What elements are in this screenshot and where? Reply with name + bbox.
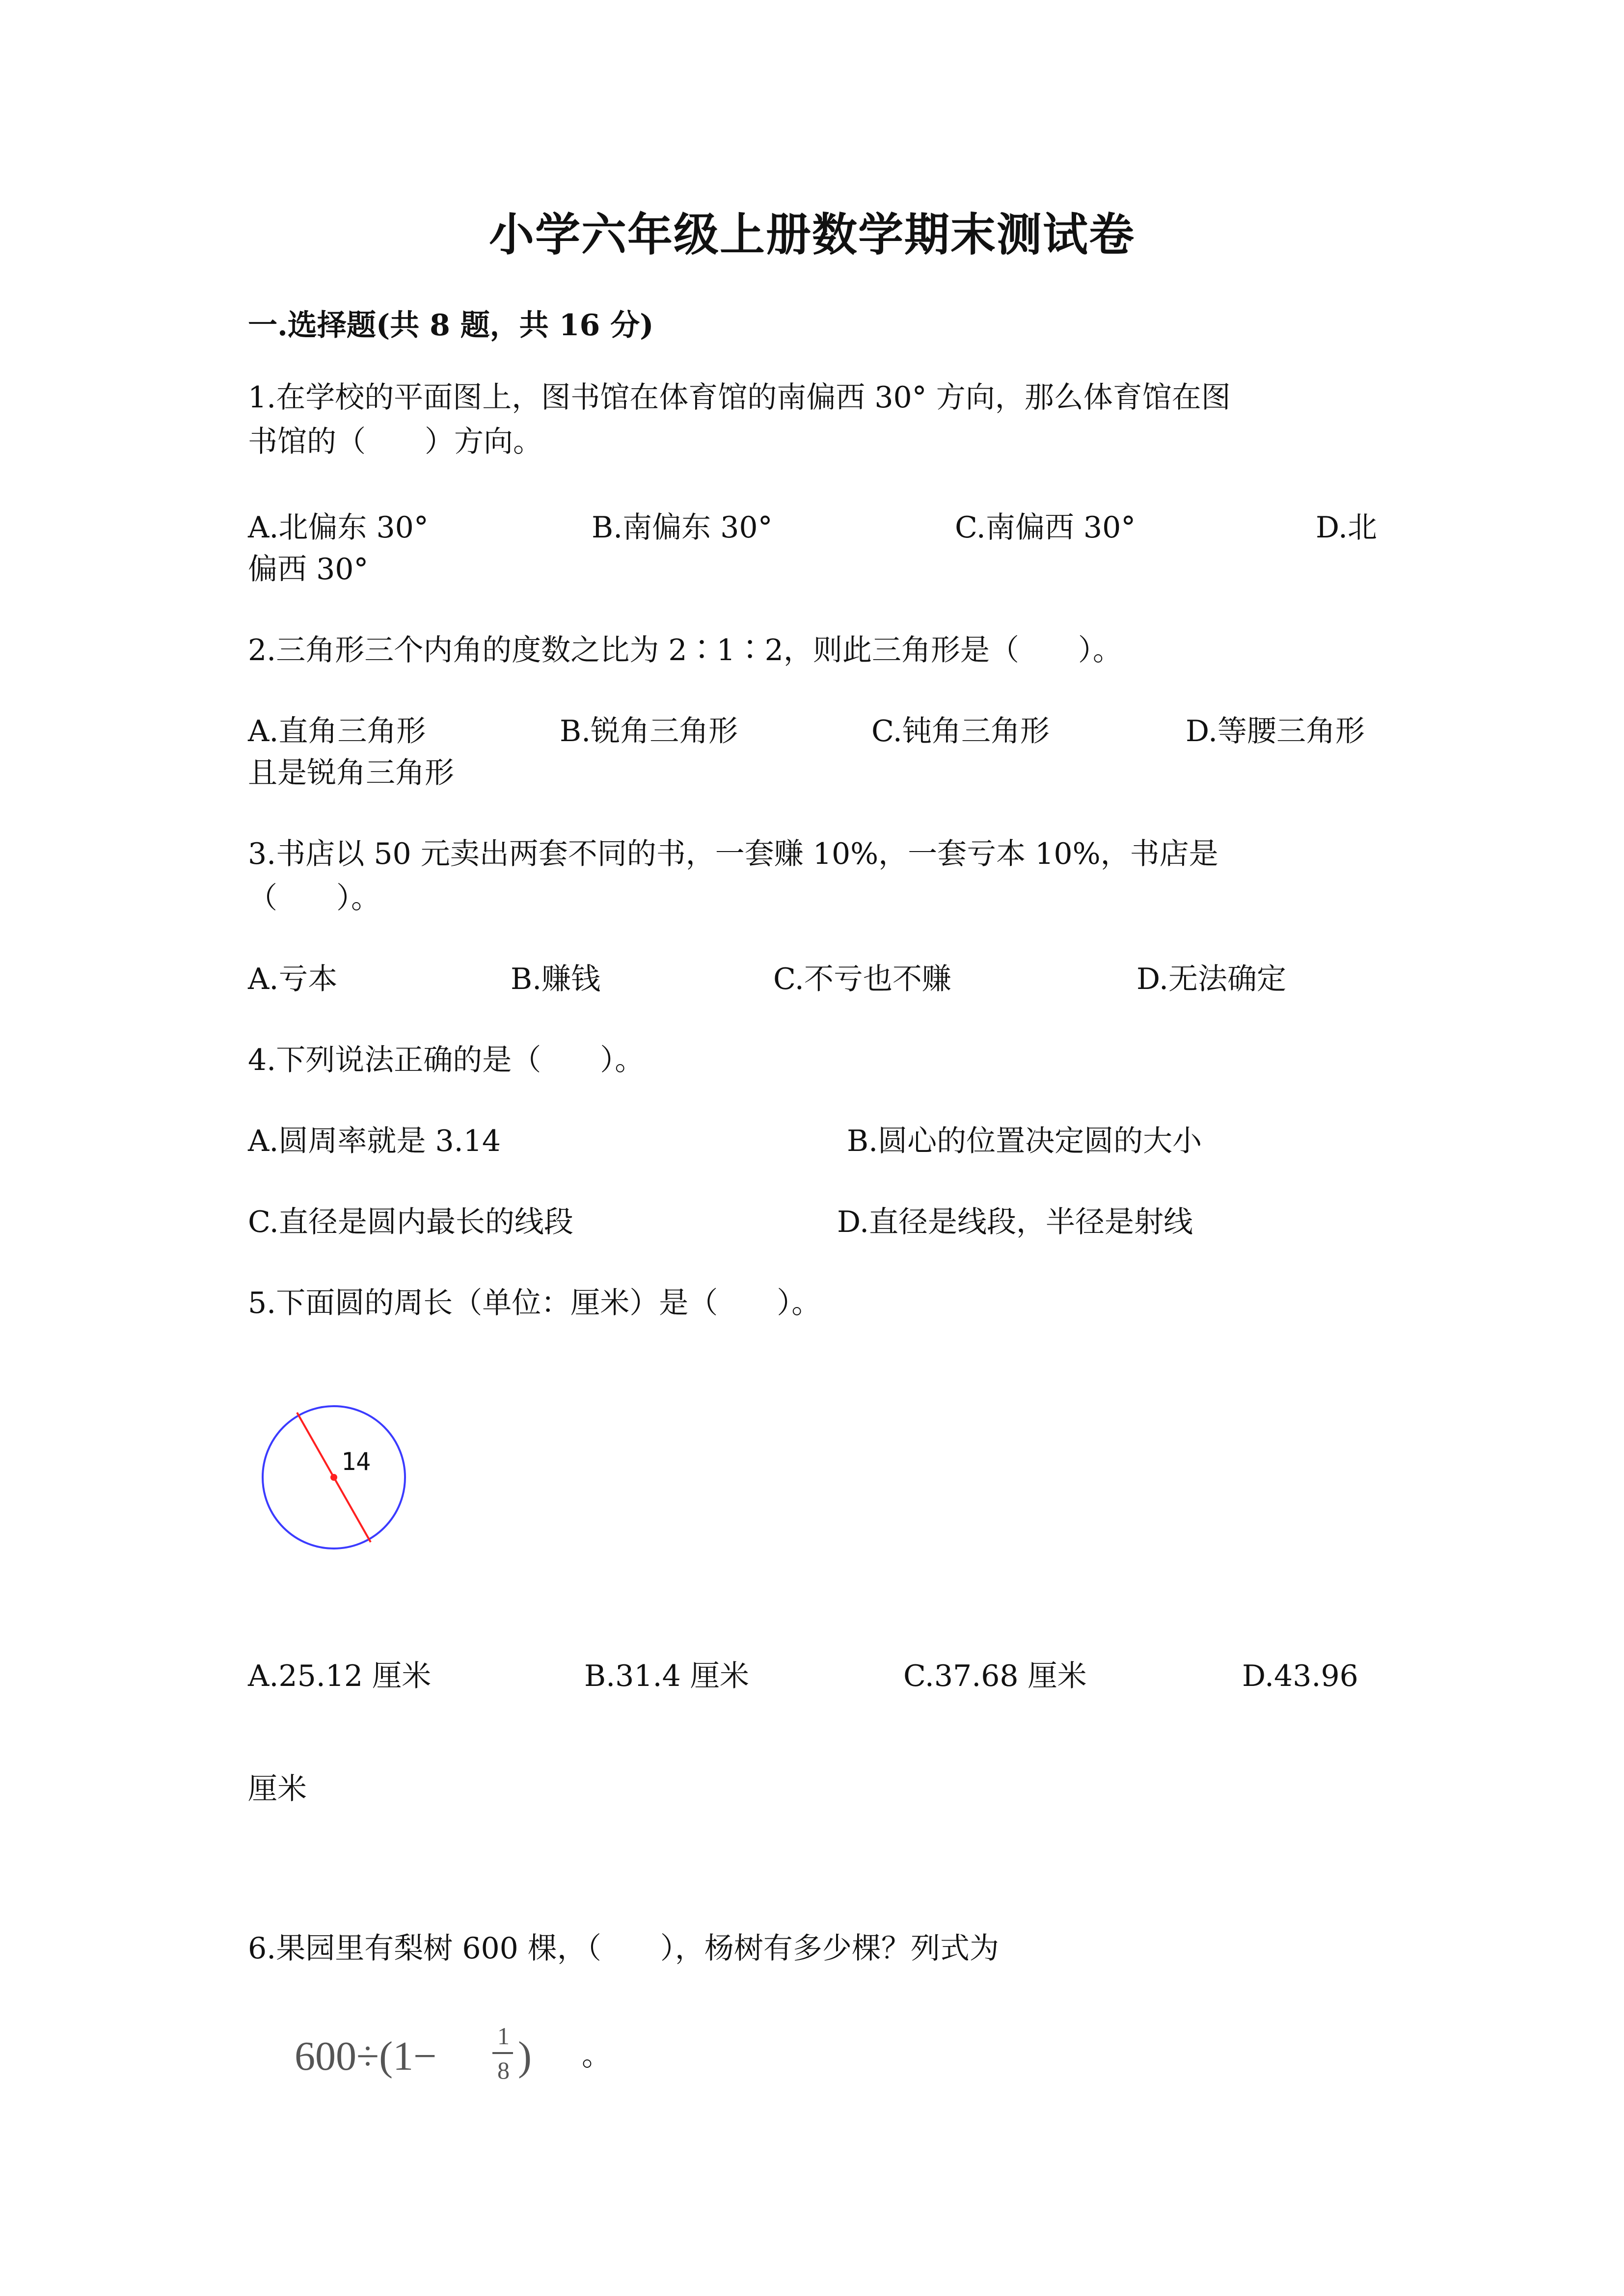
q5-stem: 5.下面圆的周长（单位：厘米）是（ ）。 — [248, 1286, 821, 1320]
q1-option-c[interactable]: C.南偏西 30° — [955, 510, 1136, 545]
q5-option-d[interactable]: D.43.96 — [1242, 1659, 1358, 1693]
q3-option-c[interactable]: C.不亏也不赚 — [773, 962, 951, 996]
q4-option-b[interactable]: B.圆心的位置决定圆的大小 — [847, 1124, 1202, 1158]
q5-option-b[interactable]: B.31.4 厘米 — [584, 1659, 749, 1693]
q3-option-a[interactable]: A.亏本 — [248, 962, 338, 996]
q2-option-c[interactable]: C.钝角三角形 — [871, 714, 1050, 748]
q6-period: 。 — [582, 2038, 611, 2073]
q1-option-d-cont: 偏西 30° — [248, 552, 369, 587]
q2-option-b[interactable]: B.锐角三角形 — [560, 714, 738, 748]
q1-option-b[interactable]: B.南偏东 30° — [592, 510, 773, 545]
q4-option-c[interactable]: C.直径是圆内最长的线段 — [248, 1205, 573, 1239]
circle-diagram — [255, 1399, 412, 1556]
q2-option-d[interactable]: D.等腰三角形 — [1186, 714, 1365, 748]
page-title: 小学六年级上册数学期末测试卷 — [488, 208, 1135, 261]
q6-stem: 6.果园里有梨树 600 棵，（ ），杨树有多少棵？列式为 — [248, 1931, 999, 1966]
formula-graphic — [295, 2015, 550, 2098]
formula-close-paren: ) — [518, 2033, 532, 2079]
q5-option-a[interactable]: A.25.12 厘米 — [248, 1659, 432, 1693]
formula-main: 600÷(1− — [295, 2033, 437, 2079]
q4-option-d[interactable]: D.直径是线段，半径是射线 — [837, 1205, 1193, 1239]
formula-denominator: 8 — [497, 2056, 510, 2084]
q1-stem-line1: 1.在学校的平面图上，图书馆在体育馆的南偏西 30° 方向，那么体育馆在图 — [248, 380, 1231, 415]
section-heading: 一.选择题(共 8 题，共 16 分) — [248, 308, 654, 343]
q1-stem-line2: 书馆的（ ）方向。 — [248, 425, 542, 459]
q1-option-a[interactable]: A.北偏东 30° — [248, 510, 429, 545]
q2-stem: 2.三角形三个内角的度数之比为 2∶1∶2，则此三角形是（ ）。 — [248, 633, 1122, 667]
center-point — [330, 1474, 337, 1481]
formula — [295, 2015, 550, 2098]
q4-stem: 4.下列说法正确的是（ ）。 — [248, 1043, 645, 1077]
circle-figure — [255, 1399, 412, 1556]
q2-option-a[interactable]: A.直角三角形 — [248, 714, 426, 748]
q5-option-c[interactable]: C.37.68 厘米 — [903, 1659, 1087, 1693]
q4-option-a[interactable]: A.圆周率就是 3.14 — [248, 1124, 501, 1158]
formula-numerator: 1 — [497, 2022, 510, 2050]
q3-stem-line1: 3.书店以 50 元卖出两套不同的书，一套赚 10%，一套亏本 10%，书店是 — [248, 837, 1218, 871]
q1-option-d[interactable]: D.北 — [1316, 510, 1378, 545]
q3-stem-line2: （ ）。 — [248, 881, 380, 915]
q3-option-d[interactable]: D.无法确定 — [1137, 962, 1287, 996]
q2-option-d-cont: 且是锐角三角形 — [248, 756, 454, 790]
q5-option-d-cont: 厘米 — [248, 1772, 307, 1806]
diameter-label: 14 — [341, 1447, 371, 1476]
q3-option-b[interactable]: B.赚钱 — [511, 962, 601, 996]
